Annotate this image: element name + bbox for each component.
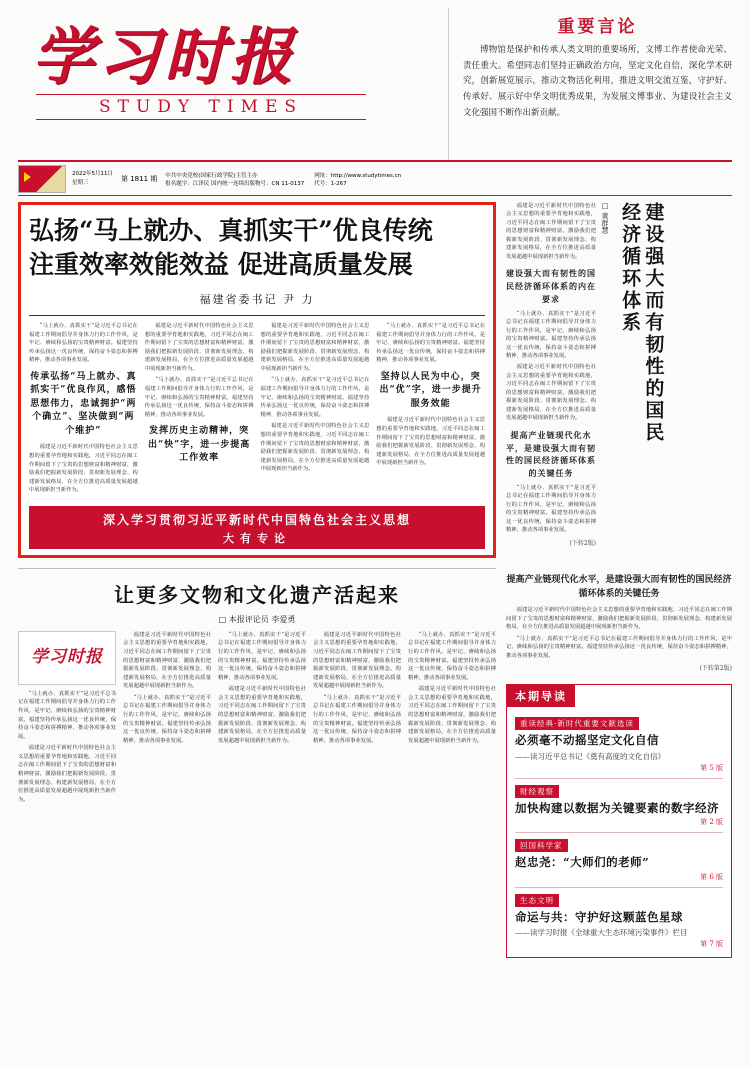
guide-item[interactable]: [515, 888, 723, 950]
lead-subhead-2: 发挥历史主动精神，突出“快”字，进一步提高工作效率: [147, 426, 251, 464]
lead-subhead-3: 坚持以人民为中心，突出“优”字，进一步提升服务效能: [379, 371, 482, 409]
publish-date: 2022年5月11日 星期三: [72, 171, 113, 186]
guide-item-title[interactable]: 必须毫不动摇坚定文化自信: [515, 733, 659, 748]
lower-right-head: 提高产业链现代化水平，是建设强大而有韧性的国民经济循环体系的关键任务: [506, 574, 732, 600]
lower-right-column: [496, 568, 732, 958]
lead-article-box: [18, 202, 496, 558]
reading-guide-title: 本期导读: [507, 685, 575, 707]
newspaper-title: 学习时报: [32, 20, 297, 93]
lead-column-4: “马上就办、真抓实干”是习近平总书记在福建工作期间倡导并身体力行的工作作风，是牢记、赓续和弘扬的宝贵精神财富。福建坚持传承弘扬这一优良传统，保持奋斗姿态和拼搏精神，推动各项事业发展。 坚持以人民为中心，突出“优”字，进一步提升服务效能 福建是习近平新时代中国特色社会主义思想的重要孕育地和实践地，习近平同志在闽工作期间留下了宝贵的思想财富和精神财富，激励我们把握新发展阶段、贯彻新发展理念、构建新发展格局，在全方位推进高质量发展超越中展现新担当新作为。: [376, 323, 485, 467]
second-byline: □ 本报评论员 李爱勇: [218, 614, 296, 624]
lead-byline: 福建省委书记 尹 力: [199, 293, 315, 306]
masthead-left: [18, 8, 448, 160]
right-article-subhead: 建设强大而有韧性的国民经济循环体系的内在要求: [506, 268, 596, 304]
party-flag-icon: [18, 165, 66, 193]
continue-note-2: (下转第2版): [699, 665, 732, 673]
lead-banner: [29, 506, 485, 549]
right-article: [496, 202, 732, 558]
guide-item[interactable]: [515, 711, 723, 773]
guide-item-tag: 回国科学家: [515, 839, 568, 852]
second-column-1: 学习时报 “马上就办、真抓实干”是习近平总书记在福建工作期间倡导并身体力行的工作作风，是牢记、赓续和弘扬的宝贵精神财富。福建坚持传承弘扬这一优良传统，保持奋斗姿态和拼搏精神，推动各项事业发展。 福建是习近平新时代中国特色社会主义思想的重要孕育地和实践地，习近平同志在闽工作期间留下了宝贵的思想财富和精神财富，激励我们把握新发展阶段、贯彻新发展理念、构建新发展格局，在全方位推进高质量发展超越中展现新担当新作为。: [18, 631, 116, 808]
second-article-columns: [18, 631, 496, 808]
issue-number: 第 1811 期: [121, 175, 158, 183]
second-headline: 让更多文物和文化遗产活起来: [114, 582, 400, 607]
guide-item-title[interactable]: 命运与共：守护好这颗蓝色星球: [515, 909, 683, 924]
important-commentary: [448, 8, 732, 160]
right-article-author: □ 黄群慧: [601, 202, 609, 234]
guide-item[interactable]: [515, 833, 723, 882]
main-content: [0, 196, 750, 558]
guide-item-sub: ——读习近平总书记《奠有高度的文化自信》: [515, 751, 665, 761]
guide-item-title[interactable]: 赵忠尧：“大师们的老师”: [515, 855, 650, 870]
lead-headline-line1: 弘扬“马上就办、真抓实干”优良传统: [29, 216, 433, 245]
lower-section: [0, 558, 750, 958]
website-info: 网址：http://www.studytimes.cn 代号：1-267: [314, 173, 402, 187]
guide-item-tag: 财经观察: [515, 785, 559, 798]
guide-item-page: 第 5 版: [700, 763, 723, 772]
guide-item-tag: 生态文明: [515, 894, 559, 907]
second-column-3: “马上就办、真抓实干”是习近平总书记在福建工作期间倡导并身体力行的工作作风，是牢记、赓续和弘扬的宝贵精神财富。福建坚持传承弘扬这一优良传统，保持奋斗姿态和拼搏精神，推动各项事业发展。 福建是习近平新时代中国特色社会主义思想的重要孕育地和实践地，习近平同志在闽工作期间留下了宝贵的思想财富和精神财富，激励我们把握新发展阶段、贯彻新发展理念、构建新发展格局，在全方位推进高质量发展超越中展现新担当新作为。: [218, 631, 306, 744]
paper-logo: 学习时报: [31, 647, 103, 668]
lower-right-text: 提高产业链现代化水平，是建设强大而有韧性的国民经济循环体系的关键任务 福建是习近平新时代中国特色社会主义思想的重要孕育地和实践地，习近平同志在闽工作期间留下了宝贵的思想财富和精神财富，激励我们把握新发展阶段、贯彻新发展理念、构建新发展格局，在全方位推进高质量发展超越中展现新担当新作为。 “马上就办、真抓实干”是习近平总书记在福建工作期间倡导并身体力行的工作作风，是牢记、赓续和弘扬的宝贵精神财富。福建坚持传承弘扬这一优良传统，保持奋斗姿态和拼搏精神，推动各项事业发展。 (下转第2版): [506, 574, 732, 673]
masthead: [0, 0, 750, 160]
masthead-meta: [0, 162, 750, 193]
guide-item-page: 第 7 版: [700, 940, 723, 949]
paper-logo-box: [18, 631, 116, 685]
guide-item[interactable]: [515, 779, 723, 828]
right-article-subhead-2: 提高产业链现代化水平，是建设强大而有韧性的国民经济循环体系的关键任务: [506, 429, 596, 479]
reading-guide: [506, 684, 732, 958]
guide-item-page: 第 2 版: [700, 818, 723, 827]
lead-banner-main: 深入学习贯彻习近平新时代中国特色社会主义思想: [102, 512, 411, 527]
second-article: [18, 568, 496, 958]
second-column-4: 福建是习近平新时代中国特色社会主义思想的重要孕育地和实践地，习近平同志在闽工作期间留下了宝贵的思想财富和精神财富，激励我们把握新发展阶段、贯彻新发展理念、构建新发展格局，在全方位推进高质量发展超越中展现新担当新作为。 “马上就办、真抓实干”是习近平总书记在福建工作期间倡导并身体力行的工作作风，是牢记、赓续和弘扬的宝贵精神财富。福建坚持传承弘扬这一优良传统，保持奋斗姿态和拼搏精神，推动各项事业发展。: [313, 631, 401, 744]
publisher-info: 中共中央党校(国家行政学院)主管主办 报名题字：江泽民 国内统一连续出版物号：CN 11-0137: [165, 173, 305, 187]
lead-banner-sub: 大有专论: [223, 531, 291, 545]
right-article-text: 福建是习近平新时代中国特色社会主义思想的重要孕育地和实践地，习近平同志在闽工作期间留下了宝贵的思想财富和精神财富，激励我们把握新发展阶段、贯彻新发展理念、构建新发展格局，在全方位推进高质量发展超越中展现新担当新作为。 建设强大而有韧性的国民经济循环体系的内在要求 “马上就办、真抓实干”是习近平总书记在福建工作期间倡导并身体力行的工作作风，是牢记、赓续和弘扬的宝贵精神财富。福建坚持传承弘扬这一优良传统，保持奋斗姿态和拼搏精神，推动各项事业发展。 福建是习近平新时代中国特色社会主义思想的重要孕育地和实践地，习近平同志在闽工作期间留下了宝贵的思想财富和精神财富，激励我们把握新发展阶段、贯彻新发展理念、构建新发展格局，在全方位推进高质量发展超越中展现新担当新作为。 提高产业链现代化水平，是建设强大而有韧性的国民经济循环体系的关键任务 “马上就办、真抓实干”是习近平总书记在福建工作期间倡导并身体力行的工作作风，是牢记、赓续和弘扬的宝贵精神财富。福建坚持传承弘扬这一优良传统，保持奋斗姿态和拼搏精神，推动各项事业发展。 (下转2版): [506, 203, 596, 547]
guide-item-sub: ——读学习时报《全球重大生态环境污染事件》栏目: [515, 928, 688, 938]
lead-subhead-1: 传承弘扬“马上就办、真抓实干”优良作风，感悟思想伟力，忠诚拥护“两个确立”、坚决做到“两个维护”: [30, 371, 137, 436]
lead-column-2: 福建是习近平新时代中国特色社会主义思想的重要孕育地和实践地，习近平同志在闽工作期间留下了宝贵的思想财富和精神财富，激励我们把握新发展阶段、贯彻新发展理念、构建新发展格局，在全方位推进高质量发展超越中展现新担当新作为。 “马上就办、真抓实干”是习近平总书记在福建工作期间倡导并身体力行的工作作风，是牢记、赓续和弘扬的宝贵精神财富。福建坚持传承弘扬这一优良传统，保持奋斗姿态和拼搏精神，推动各项事业发展。 发挥历史主动精神，突出“快”字，进一步提高工作效率: [145, 322, 254, 498]
second-column-2: 福建是习近平新时代中国特色社会主义思想的重要孕育地和实践地，习近平同志在闽工作期间留下了宝贵的思想财富和精神财富，激励我们把握新发展阶段、贯彻新发展理念、构建新发展格局，在全方位推进高质量发展超越中展现新担当新作为。 “马上就办、真抓实干”是习近平总书记在福建工作期间倡导并身体力行的工作作风，是牢记、赓续和弘扬的宝贵精神财富。福建坚持传承弘扬这一优良传统，保持奋斗姿态和拼搏精神，推动各项事业发展。: [123, 631, 211, 744]
lead-column-3: 福建是习近平新时代中国特色社会主义思想的重要孕育地和实践地，习近平同志在闽工作期间留下了宝贵的思想财富和精神财富，激励我们把握新发展阶段、贯彻新发展理念、构建新发展格局，在全方位推进高质量发展超越中展现新担当新作为。 “马上就办、真抓实干”是习近平总书记在福建工作期间倡导并身体力行的工作作风，是牢记、赓续和弘扬的宝贵精神财富。福建坚持传承弘扬这一优良传统，保持奋斗姿态和拼搏精神，推动各项事业发展。 福建是习近平新时代中国特色社会主义思想的重要孕育地和实践地，习近平同志在闽工作期间留下了宝贵的思想财富和精神财富，激励我们把握新发展阶段、贯彻新发展理念、构建新发展格局，在全方位推进高质量发展超越中展现新担当新作为。: [260, 323, 370, 473]
right-article-title: 建设强大而有韧性的国民经济循环体系: [619, 202, 665, 444]
second-column-5: “马上就办、真抓实干”是习近平总书记在福建工作期间倡导并身体力行的工作作风，是牢记、赓续和弘扬的宝贵精神财富。福建坚持传承弘扬这一优良传统，保持奋斗姿态和拼搏精神，推动各项事业发展。 福建是习近平新时代中国特色社会主义思想的重要孕育地和实践地，习近平同志在闽工作期间留下了宝贵的思想财富和精神财富，激励我们把握新发展阶段、贯彻新发展理念、构建新发展格局，在全方位推进高质量发展超越中展现新担当新作为。: [408, 631, 496, 744]
continue-note: (下转2版): [569, 539, 596, 547]
reading-guide-body: [507, 707, 731, 957]
important-commentary-title: 重要言论: [557, 17, 638, 37]
lead-columns: [29, 322, 485, 498]
lead-divider: [29, 315, 485, 316]
guide-item-page: 第 6 版: [700, 872, 723, 881]
guide-item-title[interactable]: 加快构建以数据为关键要素的数字经济: [515, 800, 719, 815]
lead-headline-line2: 注重效率效能效益 促进高质量发展: [29, 250, 413, 279]
important-commentary-body: 博物馆是保护和传承人类文明的重要场所，文博工作者使命光荣、责任重大。希望同志们坚持正确政治方向，坚定文化自信，深化学术研究，创新展览展示，推动文物活化利用，推进文明交流互鉴，守护好、传承好、展示好中华文明优秀成果，为发展文博事业、为建设社会主义文化强国不断作出新贡献。: [463, 45, 732, 118]
guide-item-tag: 重读经典·新时代重要文献选读: [515, 717, 639, 730]
lead-column-1: “马上就办、真抓实干”是习近平总书记在福建工作期间倡导并身体力行的工作作风，是牢记、赓续和弘扬的宝贵精神财富。福建坚持传承弘扬这一优良传统，保持奋斗姿态和拼搏精神，推动各项事业发展。 传承弘扬“马上就办、真抓实干”优良作风，感悟思想伟力，忠诚拥护“两个确立”、坚决做到“两个维护” 福建是习近平新时代中国特色社会主义思想的重要孕育地和实践地，习近平同志在闽工作期间留下了宝贵的思想财富和精神财富，激励我们把握新发展阶段、贯彻新发展理念、构建新发展格局，在全方位推进高质量发展超越中展现新担当新作为。: [29, 323, 138, 494]
newspaper-subtitle: STUDY TIMES: [36, 94, 366, 120]
